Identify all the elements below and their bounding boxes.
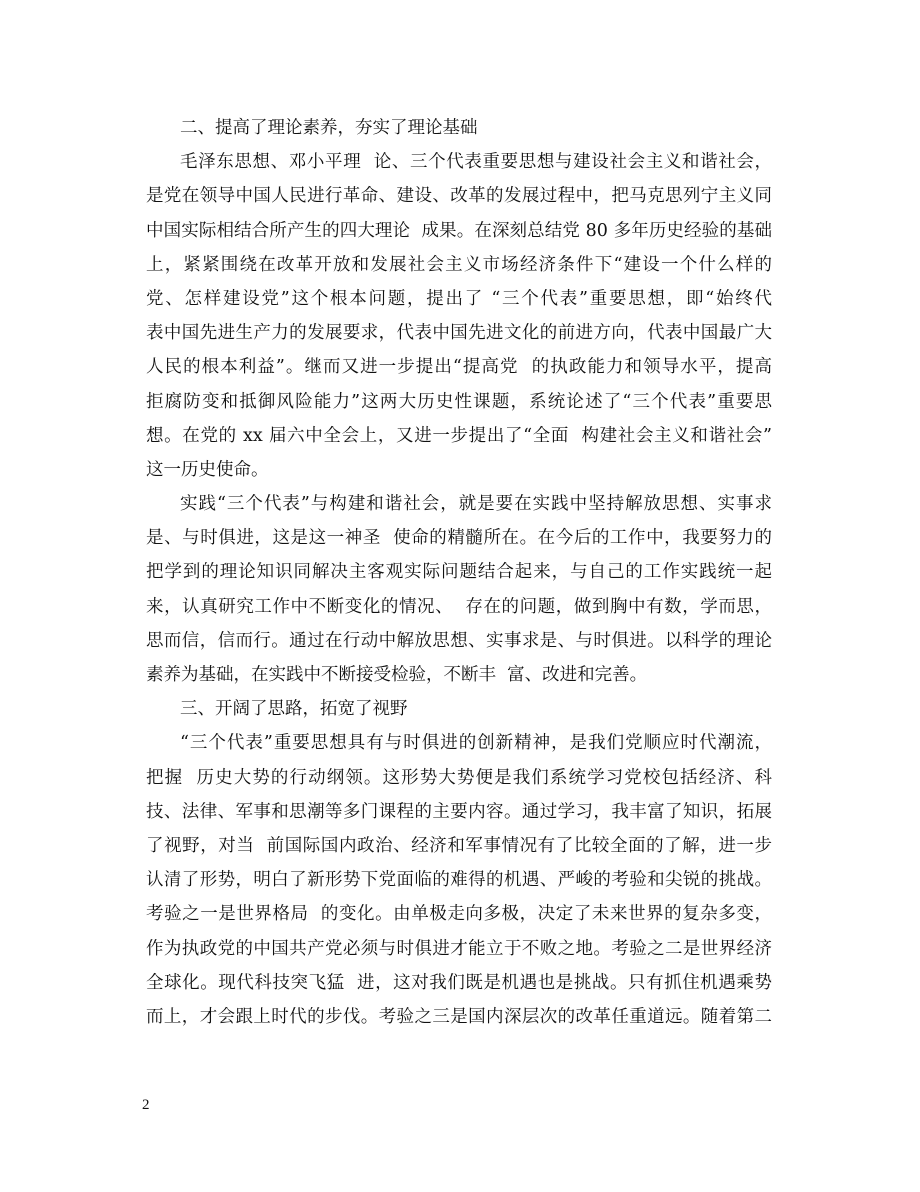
paragraph-line: 拒腐防变和抵御风险能力”这两大历史性课题，系统论述了“三个代表”重要思 xyxy=(146,391,772,412)
paragraph-line: 把学到的理论知识同解决主客观实际问题结合起来，与自己的工作实践统一起 xyxy=(146,562,772,583)
paragraph-line: 上，紧紧围绕在改革开放和发展社会主义市场经济条件下“建设一个什么样的 xyxy=(146,254,772,275)
paragraph-line: 党、怎样建设党”这个根本问题，提出了 “三个代表”重要思想，即“始终代 xyxy=(146,288,772,309)
page-number: 2 xyxy=(142,1097,150,1113)
paragraph-line: 素养为基础，在实践中不断接受检验，不断丰 富、改进和完善。 xyxy=(146,665,648,685)
paragraph-line: 这一历史使命。 xyxy=(146,459,269,480)
paragraph-line: 人民的根本利益”。继而又进一步提出“提高党 的执政能力和领导水平，提高 xyxy=(146,357,772,378)
paragraph-line: 了视野，对当 前国际国内政治、经济和军事情况有了比较全面的了解，进一步 xyxy=(146,835,772,856)
paragraph-line: 作为执政党的中国共产党必须与时俱进才能立于不败之地。考验之二是世界经济 xyxy=(146,938,772,959)
section-heading-2: 二、提高了理论素养，夯实了理论基础 xyxy=(180,118,478,138)
paragraph-line: 考验之一是世界格局 的变化。由单极走向多极，决定了未来世界的复杂多变， xyxy=(146,904,772,925)
paragraph-line: 思而信，信而行。通过在行动中解放思想、实事求是、与时俱进。以科学的理论 xyxy=(146,630,772,651)
paragraph-line: 认清了形势，明白了新形势下党面临的难得的机遇、严峻的考验和尖锐的挑战。 xyxy=(146,870,772,891)
paragraph-line: 把握 历史大势的行动纲领。这形势大势便是我们系统学习党校包括经济、科 xyxy=(146,767,772,788)
paragraph-line: 而上，才会跟上时代的步伐。考验之三是国内深层次的改革任重道远。随着第二 xyxy=(146,1006,772,1027)
section-heading-3: 三、开阔了思路，拓宽了视野 xyxy=(180,699,408,720)
paragraph-line: 实践“三个代表”与构建和谐社会，就是要在实践中坚持解放思想、实事求 xyxy=(180,494,772,515)
paragraph-line: “三个代表”重要思想具有与时俱进的创新精神，是我们党顺应时代潮流， xyxy=(180,733,772,754)
paragraph-line: 想。在党的 xx 届六中全会上，又进一步提出了“全面 构建社会主义和谐社会” xyxy=(146,425,772,446)
document-body xyxy=(146,111,772,1034)
paragraph-line: 全球化。现代科技突飞猛 进，这对我们既是机遇也是挑战。只有抓住机遇乘势 xyxy=(146,972,772,993)
paragraph-line: 中国实际相结合所产生的四大理论 成果。在深刻总结党 80 多年历史经验的基础 xyxy=(146,220,772,241)
paragraph-line: 是、与时俱进，这是这一神圣 使命的精髓所在。在今后的工作中，我要努力的 xyxy=(146,528,772,549)
paragraph-line: 毛泽东思想、邓小平理 论、三个代表重要思想与建设社会主义和谐社会， xyxy=(180,152,772,173)
paragraph-line: 来，认真研究工作中不断变化的情况、 存在的问题，做到胸中有数，学而思， xyxy=(146,596,772,617)
paragraph-line: 是党在领导中国人民进行革命、建设、改革的发展过程中，把马克思列宁主义同 xyxy=(146,186,772,207)
paragraph-line: 技、法律、军事和思潮等多门课程的主要内容。通过学习，我丰富了知识，拓展 xyxy=(146,801,772,822)
paragraph-line: 表中国先进生产力的发展要求，代表中国先进文化的前进方向，代表中国最广大 xyxy=(146,323,772,344)
